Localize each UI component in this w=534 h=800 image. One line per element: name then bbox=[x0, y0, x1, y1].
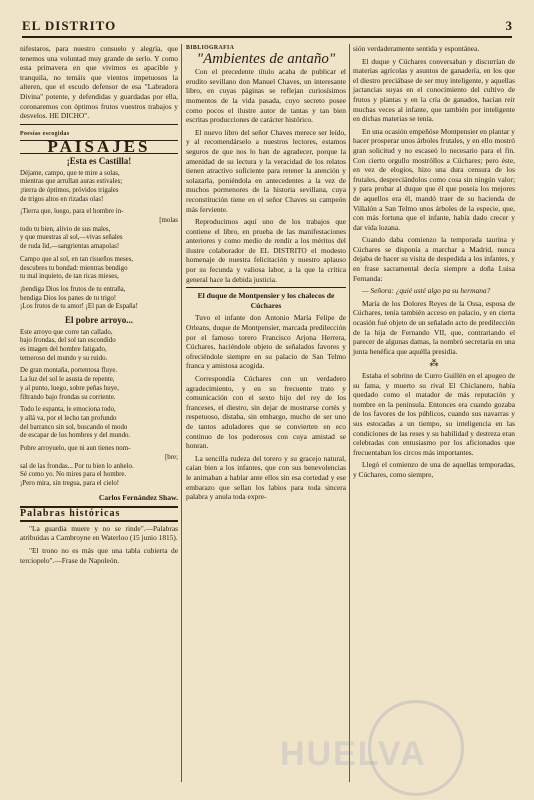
speech-closing-paragraph: nifestaros, para nuestro consuelo y alegría, que tenemos una voluntad muy grande de serlo. Y como esta primavera en que vivimos es apacible y tranquila, no temáis que vientos impetuosos la alteren, que el escudo defensor de esa "Labradora Divina" potente, y defendidas y guardadas por ella, coronaremos con óptimos frutos vuestros trabajos y desvelos. HE DICHO". bbox=[20, 44, 178, 121]
bibliography-label: BIBLIOGRAFIA bbox=[186, 45, 235, 51]
poem1-stanza bbox=[20, 208, 178, 252]
article-paragraph: La sencilla rudeza del torero y su gracejo natural, caían bien a los infantes, que con sus benevolencias le animaban a hablar ante ellos sin esa cortedad y ese embarazo que sellan los labios para toda sincera palabra y anula toda expre- bbox=[186, 453, 346, 502]
poem-signature: Carlos Fernández Shaw. bbox=[98, 492, 178, 502]
poem-line: [molas bbox=[159, 217, 178, 225]
historic-quote: "El trono no es más que una tabla cubierta de terciopelo".—Frase de Napoleón. bbox=[20, 546, 178, 565]
poem-line: filtrando bajo frondas su corriente. bbox=[20, 393, 116, 401]
poem-line: bajo frondas, del sol tan escondido bbox=[20, 337, 116, 345]
section-divider bbox=[20, 124, 178, 125]
article-dialogue: — Señora: ¿quié usté algo pa su hermana? bbox=[362, 286, 491, 296]
article-paragraph: Con el precedente título acaba de publicar el erudito sevillano don Manuel Chaves, un interesante libro, en cuyas páginas se reflejan curiosísimos momentos de la vida pasada, cuyo secreto posee como pocos el ilustre autor de tantas y tan bien escritas producciones de carácter histórico. bbox=[186, 67, 346, 125]
poems-title: PAISAJES bbox=[20, 140, 178, 154]
poem-line: de escapar de los hombres y del mundo. bbox=[20, 432, 131, 440]
article-paragraph: Tuvo el infante don Antonio María Felipe de Orleans, duque de Montpensier, marcada predilección por el famoso torero Francisco Arjona Herrera, Cúchares, haciéndole objeto de señalados favores y ofreciéndole siempre en su palacio de San Telmo franca y amistosa acogida. bbox=[186, 313, 346, 371]
masthead-rule bbox=[22, 36, 512, 38]
poem-line: de ruda lid,—sangrientas amapolas! bbox=[20, 243, 120, 251]
column-divider-1 bbox=[181, 44, 182, 782]
column-left bbox=[20, 44, 178, 568]
poem-line: ¡Tierra que, luego, para el hombre in- bbox=[20, 208, 124, 216]
column-right bbox=[353, 44, 515, 483]
article-paragraph: Estaba el sobrino de Curro Guillén en el apogeo de su fama, y muerto su rival El Chiclanero, había quedado como el matador de más reputación y nombre en la península. Entonces era cuando gozaba de los favores de los públicos, cuando sus navarras y sus estocadas a un tiempo, su inteligencia en las condiciones de las reses y su habilidad y destreza eran celebradas con entusiasmo por los aficionados que frecuentaban los circos más importantes. bbox=[353, 371, 515, 457]
column-divider-2 bbox=[349, 44, 350, 782]
poem-line: es imagen del hombre fatigado, bbox=[20, 346, 107, 354]
poem-line: Déjame, campo, que te mire a solas, bbox=[20, 169, 120, 177]
article-paragraph: En una ocasión empeñóse Montpensier en plantar y hacer prosperar unos árboles frutales, y en ello mostró gran solicitud y no escaseó lo necesario para el fin. Con cierto orgullo mostróllos a Cúchares; pero éste, en vez de elogios, hizo una dura censura de los frutales, despreciándolos como cosa sin ningún valor; y para probar al duque que él que poseía los mejores de aquellos era él, mandó traer de su hacienda de Villalón a San Telmo unos árboles de la especie, que, con más fortuna que el infante, había dado crecer y dar vida lozana. bbox=[353, 126, 515, 232]
asterism-separator: ⁂ bbox=[429, 358, 439, 369]
article-paragraph: Llegó el comienzo de una de aquellas temporadas, y Cúchares, como siempre, bbox=[353, 460, 515, 479]
historic-quote: "La guardia muere y no se rinde".—Palabras atribuidas a Cambroyne en Waterloo (15 junio 1815). bbox=[20, 523, 178, 543]
poem-line: de trigos altos en rizadas olas! bbox=[20, 195, 104, 203]
historic-words-title: Palabras históricas bbox=[20, 506, 178, 522]
poem2-stanza bbox=[20, 406, 178, 441]
poem-line: ¡Los frutos de tu amor! ¡El pan de España! bbox=[20, 303, 138, 311]
article-paragraph: María de los Dolores Reyes de la Ossa, esposa de Cúchares, tenía también acceso en palacio, y en cierta ocasión fué objeto de un señalado acto de predilección de la hija de Fernando VII, que, contrariando el parecer de algunas damas, la nombró secretaria en una junta benéfica que aquélla presidía. bbox=[353, 298, 515, 356]
poem-line: Todo le espanta, le emociona todo, bbox=[20, 406, 116, 414]
column-middle bbox=[186, 44, 346, 505]
poem1-title: ¡Esta es Castilla! bbox=[66, 155, 132, 166]
poem-line: ¡bendiga Dios los frutos de tu entraña, bbox=[20, 285, 126, 293]
poem-line: sal de las frondas... Por tu bien lo anhelo. bbox=[20, 462, 134, 470]
newspaper-title: EL DISTRITO bbox=[22, 18, 117, 33]
poem-line: y al punto, luego, sobre peñas huye, bbox=[20, 384, 119, 392]
poem-line: mientras que arrullan auras estivales; bbox=[20, 178, 123, 186]
poem-line: descubres tu bondad: mientras bendigo bbox=[20, 264, 128, 272]
poems-section-label: Poesías escogidas bbox=[20, 130, 70, 137]
poem-line: La luz del sol le asusta de repente, bbox=[20, 376, 115, 384]
poem-line: temeroso del mundo y su ruido. bbox=[20, 354, 108, 362]
article-paragraph: sión verdaderamente sentida y espontánea. bbox=[353, 44, 480, 53]
poem2-title: El pobre arroyo... bbox=[65, 315, 133, 326]
article-paragraph: El duque y Cúchares conversaban y discurrían de materias agrícolas y asuntos de ganadería, en los que el diestro preciábase de ser muy inteligente, y aquellas jactancias suyas en el conocimiento del cultivo de frutos y plantas y en la cría de ganados, hacían reír muchas veces al infante, que también por inteligente en dichas materias se tenía. bbox=[353, 56, 515, 124]
bibliography-title: "Ambientes de antaño" bbox=[196, 50, 336, 67]
poem-line: todo tu bien, alivio de sus males, bbox=[20, 225, 111, 233]
poem-line: tu mal inquieto, de tan ricas mieses, bbox=[20, 273, 119, 281]
poem-line: y que muestras al sol,—vivas señales bbox=[20, 234, 123, 242]
poem-line: Este arroyo que corre tan callado, bbox=[20, 328, 113, 336]
poem-line: De gran montaña, portentosa fluye. bbox=[20, 367, 118, 375]
poem-line: bendiga Dios los panes de tu trigo! bbox=[20, 294, 117, 302]
article-paragraph: Correspondía Cúchares con un verdadero agradecimiento, y en su frecuente trato y comunicación con el sexto hijo del rey de los franceses, el diestro, sin dejar de mostrarse cortés y respetuoso, distaba, sin embargo, mucho de ser uno de tantos aduladores que se convierten en eco continuo de los poderosos con cuya amistad se honran. bbox=[186, 374, 346, 451]
poem-line: Sé como yo. No mires para el hombre. bbox=[20, 471, 127, 479]
poem-line: Pobre arroyuelo, que ni aun tienes nom- bbox=[20, 445, 131, 453]
poem-line: y allá va, por el lecho tan profundo bbox=[20, 415, 117, 422]
article-paragraph: Reproducimos aquí uno de los trabajos que contiene el libro, en prueba de las manifestaciones anteriores y como medio de rendir a los méritos del ilustre colaborador de EL DISTRITO el modesto homenaje de nuestra felicitación y nuestro aplauso por su fecunda y valiosa labor, a la que la crítica general hace la debida justicia. bbox=[186, 217, 346, 284]
masthead bbox=[22, 14, 512, 40]
poem1-stanza bbox=[20, 286, 178, 312]
article-paragraph: Cuando daba comienzo la temporada taurina y Cúchares se disponía a marchar a Madrid, nunca dejaba de hacer su visita de despedida a los infantes, y en frase sacramental decía siempre a doña Luisa Fernanda: bbox=[353, 235, 515, 283]
poem-line: del barranco sin sol, buscando el modo bbox=[20, 423, 128, 431]
article-heading: El duque de Montpensier y los chalecos de Cúchares bbox=[197, 291, 335, 310]
poem-line: [bre; bbox=[164, 453, 178, 461]
poem2-stanza bbox=[20, 445, 178, 489]
section-divider bbox=[186, 287, 346, 288]
poem-line: ¡tierra de óptimos, próvidos trigales bbox=[20, 186, 119, 194]
poem2-stanza bbox=[20, 329, 178, 364]
poem-line: Campo que al sol, en tan risueños meses, bbox=[20, 255, 134, 263]
poem1-stanza bbox=[20, 170, 178, 205]
page-number: 3 bbox=[505, 18, 512, 33]
poem1-stanza bbox=[20, 256, 178, 282]
watermark-icon: HUELVA bbox=[280, 735, 427, 773]
poem2-stanza bbox=[20, 367, 178, 402]
poem-line: ¡Pero mira, sin tregua, para el cielo! bbox=[20, 479, 120, 487]
article-paragraph: El nuevo libro del señor Chaves merece ser leído, y al recomendárselo a nuestros lectores, estamos seguros de que nos lo han de agradecer, porque la amenidad de su lectura y la veracidad de los relatos tienen atractivo suficiente para retener la atención y solazarla, poniéndola en antecedentes a la vez de muchos pormenores de la historia sevillana, cuya reconstitución tiene en el señor Chaves su campeón más ferviente. bbox=[186, 127, 346, 214]
